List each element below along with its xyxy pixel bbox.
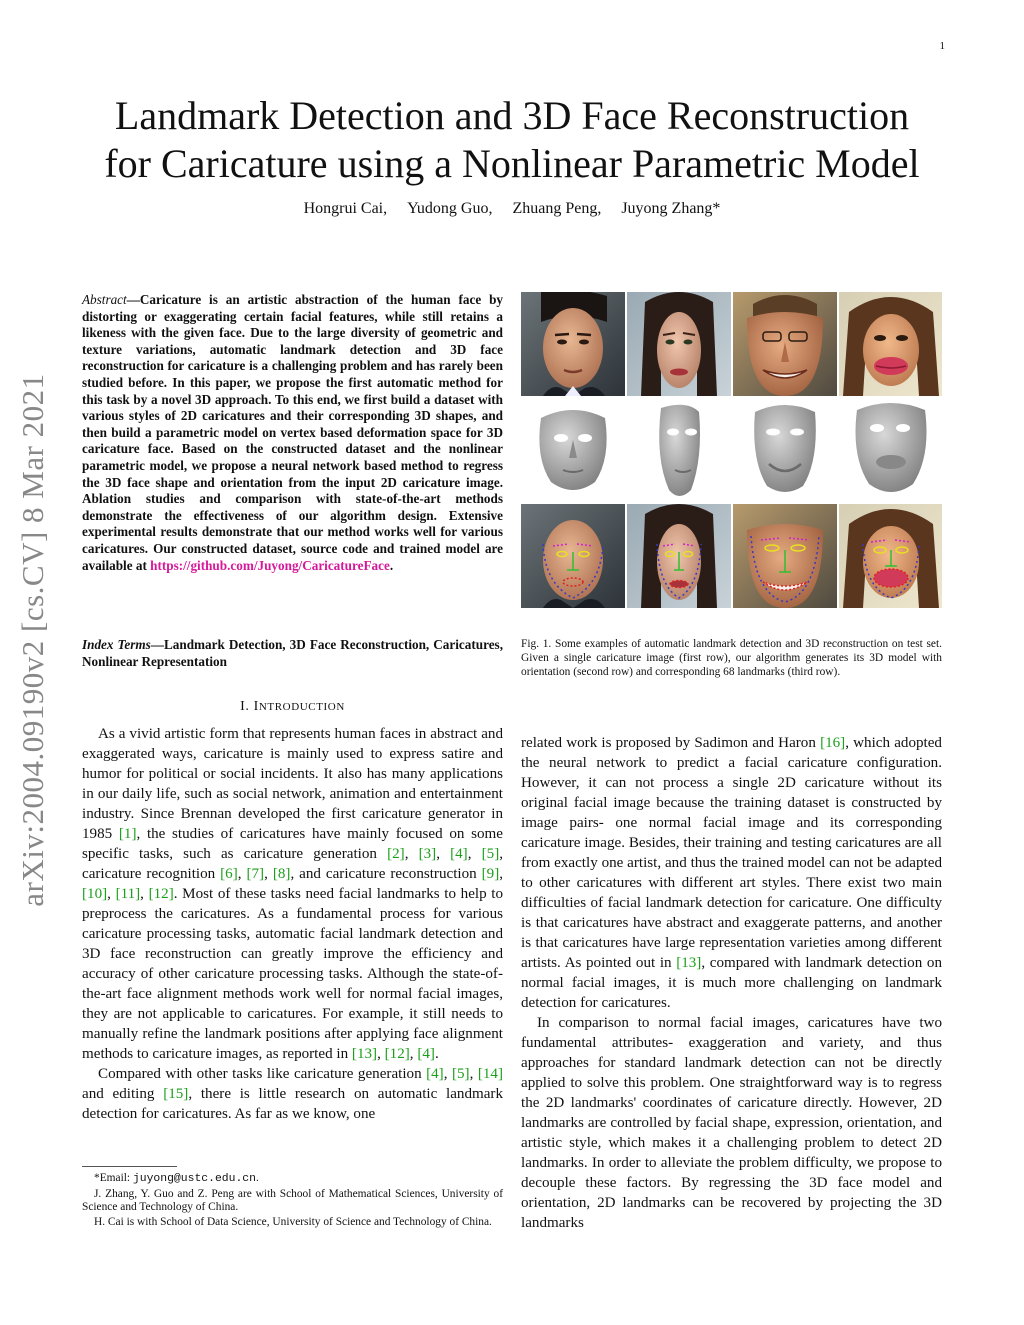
paragraph-text: , and caricature reconstruction xyxy=(290,866,482,882)
author: Zhuang Peng, xyxy=(512,200,602,217)
caricature-image-2 xyxy=(627,292,731,396)
citation[interactable]: [15] xyxy=(163,1086,189,1102)
citation[interactable]: [8] xyxy=(272,866,291,882)
row-2-meshes xyxy=(539,403,926,496)
index-terms-text: —Landmark Detection, 3D Face Reconstruction, Caricatures, Nonlinear Representation xyxy=(82,637,503,669)
paragraph-text: Compared with other tasks like caricature generation xyxy=(98,1066,427,1082)
right-paragraph-1 xyxy=(521,733,942,1013)
section-rest: NTRODUCTION xyxy=(258,701,345,713)
citation[interactable]: [13] xyxy=(351,1046,378,1062)
citation[interactable]: [4] xyxy=(426,1066,444,1082)
email-label: *Email: xyxy=(94,1172,133,1184)
citation[interactable]: [13] xyxy=(676,955,702,971)
paragraph-text: , xyxy=(237,866,247,882)
citation[interactable]: [16] xyxy=(820,735,846,751)
footnote-affiliation-2: H. Cai is with School of Data Science, University of Science and Technology of China. xyxy=(94,1215,492,1228)
intro-paragraph-2 xyxy=(82,1064,503,1124)
row-3-landmarks xyxy=(521,504,942,608)
figure-1-graphic xyxy=(521,292,942,610)
mesh-4 xyxy=(856,403,927,492)
author: Juyong Zhang* xyxy=(621,200,721,217)
citation[interactable]: [4] xyxy=(417,1046,435,1062)
title-line-1: Landmark Detection and 3D Face Reconstruction xyxy=(114,93,910,138)
abstract-label: Abstract xyxy=(82,292,127,307)
paragraph-text: , xyxy=(264,866,273,882)
figure-1 xyxy=(521,292,942,610)
arxiv-stamp-text: arXiv:2004.09190v2 [cs.CV] 8 Mar 2021 xyxy=(15,373,50,907)
caricature-image-3 xyxy=(733,292,837,396)
paragraph-text: and editing xyxy=(82,1086,164,1102)
paragraph-text: , caricature recognition xyxy=(82,846,504,882)
email-end: . xyxy=(255,1172,259,1184)
footnote-affiliation-1: J. Zhang, Y. Guo and Z. Peng are with School of Mathematical Sciences, University of Science and Technology of China. xyxy=(82,1187,503,1214)
citation[interactable]: [9] xyxy=(481,866,500,882)
abstract xyxy=(82,292,503,574)
footnotes xyxy=(82,1172,503,1230)
mesh-2 xyxy=(659,405,700,496)
paragraph-text: , xyxy=(107,886,116,902)
section-number: I. xyxy=(240,699,250,714)
landmarks-image-4 xyxy=(839,504,942,608)
author-list xyxy=(60,200,964,218)
figure-caption: Fig. 1. Some examples of automatic landmark detection and 3D reconstruction on test set. Given a single caricature image (first row), our algorithm generates its 3D model with orientation (second row) and corresponding 68 landmarks (third row). xyxy=(521,638,942,679)
footnote-email xyxy=(82,1172,503,1187)
paragraph-text: related work is proposed by Sadimon and Haron xyxy=(521,735,821,751)
citation[interactable]: [3] xyxy=(418,846,437,862)
paragraph-text: , there is little research on automatic landmark detection for caricatures. As far as we know, one xyxy=(82,1086,504,1122)
section-heading xyxy=(82,699,503,715)
citation[interactable]: [5] xyxy=(481,846,500,862)
landmarks-image-2 xyxy=(627,504,731,608)
arxiv-stamp xyxy=(2,345,64,935)
caricature-image-1 xyxy=(521,292,625,396)
citation[interactable]: [1] xyxy=(118,826,137,842)
footnote-rule xyxy=(82,1166,177,1167)
paragraph-text: , xyxy=(409,1046,418,1062)
paragraph-text: , which adopted the neural network to predict a facial caricature configuration. However, it can not process a single 2D caricature without its original facial image because the training dataset is constructed by image pairs- one normal facial image and its corresponding caricature image. Besides, their training and testing caricatures are all from exactly one artist, and thus the trained model can not be adapted to other caricatures with different art styles. There exist two main difficulties of facial landmark detection for caricature. One difficulty is that caricatures have abstract and exaggerate patterns, and another is that caricatures have large representation varieties among different artists. As pointed out in xyxy=(521,735,942,971)
paragraph-text: , xyxy=(377,1046,385,1062)
intro-right-column xyxy=(521,733,942,1233)
paragraph-text: , xyxy=(499,866,504,882)
paragraph-text: , the studies of caricatures have mainly focused on some specific tasks, such as caricature generation xyxy=(82,826,503,862)
title-line-2: for Caricature using a Nonlinear Parametric Model xyxy=(104,141,920,186)
paragraph-text: . Most of these tasks need facial landmarks to help to preprocess the caricatures. As a fundamental process for various caricature processing tasks, automatic facial landmark detection and 3D face reconstruction can greatly improve the efficiency and accuracy of other caricature processing tasks. Although the state-of-the-art face alignment methods work well for normal facial images, they are not applicable to caricatures. For example, it still needs to manually refine the landmark positions after applying face alignment methods to caricature images, as reported in xyxy=(82,886,504,1062)
right-paragraph-2: In comparison to normal facial images, caricatures have two fundamental attributes- exaggeration and variety, and thus approaches for standard landmark detection can not be directly applied to solve this problem. One straightforward way is to regress the 2D landmarks' coordinates of caricature directly. However, 2D landmarks are controlled by facial shape, expression, orientation, and artistic style, which makes it a challenging problem to detect 2D landmarks. In order to alleviate the problem difficulty, we propose to decouple these factors. By regressing the 3D face model and orientation, 2D landmarks can be recovered by projecting the 3D landmarks xyxy=(521,1015,942,1231)
author: Hongrui Cai, xyxy=(303,200,388,217)
landmarks-image-1 xyxy=(521,504,625,608)
paragraph-text: , xyxy=(469,1066,478,1082)
intro-paragraph-1 xyxy=(82,724,503,1064)
landmarks-image-3 xyxy=(733,504,837,608)
paragraph-text: , xyxy=(404,846,419,862)
citation[interactable]: [2] xyxy=(387,846,405,862)
citation[interactable]: [14] xyxy=(477,1066,504,1082)
paragraph-text: As a vivid artistic form that represents human faces in abstract and exaggerated ways, caricature is mainly used to express satire and humor for political or social incidents. It also has many applications in our daily life, such as social network, animation and entertainment industry. Since Brennan developed the first caricature generator in 1985 xyxy=(82,726,503,842)
email-address[interactable]: juyong@ustc.edu.cn xyxy=(132,1173,256,1185)
page-number: 1 xyxy=(939,40,945,52)
paper-title xyxy=(60,92,964,188)
citation[interactable]: [12] xyxy=(148,886,174,902)
paragraph-text: . xyxy=(434,1046,439,1062)
citation[interactable]: [7] xyxy=(246,866,265,882)
citation[interactable]: [5] xyxy=(451,1066,470,1082)
abstract-text: —Caricature is an artistic abstraction of the human face by distorting or exaggerating certain facial features, while still retains a likeness with the given face. Due to the large diversity of geometric and texture variations, automatic landmark detection and 3D face reconstruction for caricature is a challenging problem and has rarely been studied before. In this paper, we propose the first automatic method for this task by a novel 3D approach. To this end, we first build a dataset with various styles of 2D caricatures and their corresponding 3D shapes, and then build a parametric model on vertex based deformation space for 3D caricature face. Based on the constructed dataset and the nonlinear parametric model, we propose a neural network based method to regress the 3D face shape and orientation from the input 2D caricature image. Ablation studies and comparison with state-of-the-art methods demonstrate the effectiveness of our algorithm design. Extensive experimental results demonstrate that our method works well for various caricatures. Our constructed dataset, source code and trained model are available at xyxy=(82,292,503,573)
paragraph-text: , compared with landmark detection on normal facial images, it is much more challenging on landmark detection for caricatures. xyxy=(521,955,942,1011)
abstract-end: . xyxy=(389,557,394,573)
paragraph-text: , xyxy=(443,1066,452,1082)
section-first-letter: I xyxy=(253,699,259,714)
citation[interactable]: [6] xyxy=(220,866,238,882)
citation[interactable]: [10] xyxy=(82,886,108,902)
paragraph-text: , xyxy=(436,846,451,862)
row-1-caricatures xyxy=(521,292,942,396)
index-terms xyxy=(82,637,503,670)
author: Yudong Guo, xyxy=(407,200,493,217)
mesh-3 xyxy=(754,405,816,492)
citation[interactable]: [11] xyxy=(115,886,141,902)
paragraph-text: , xyxy=(467,846,482,862)
paragraph-text: , xyxy=(140,886,149,902)
github-link[interactable]: https://github.com/Juyong/CaricatureFace xyxy=(150,557,390,573)
citation[interactable]: [4] xyxy=(450,846,468,862)
caricature-image-4 xyxy=(839,292,942,396)
index-terms-label: Index Terms xyxy=(82,637,151,652)
mesh-1 xyxy=(539,410,606,490)
citation[interactable]: [12] xyxy=(384,1046,410,1062)
intro-left-column xyxy=(82,724,503,1124)
